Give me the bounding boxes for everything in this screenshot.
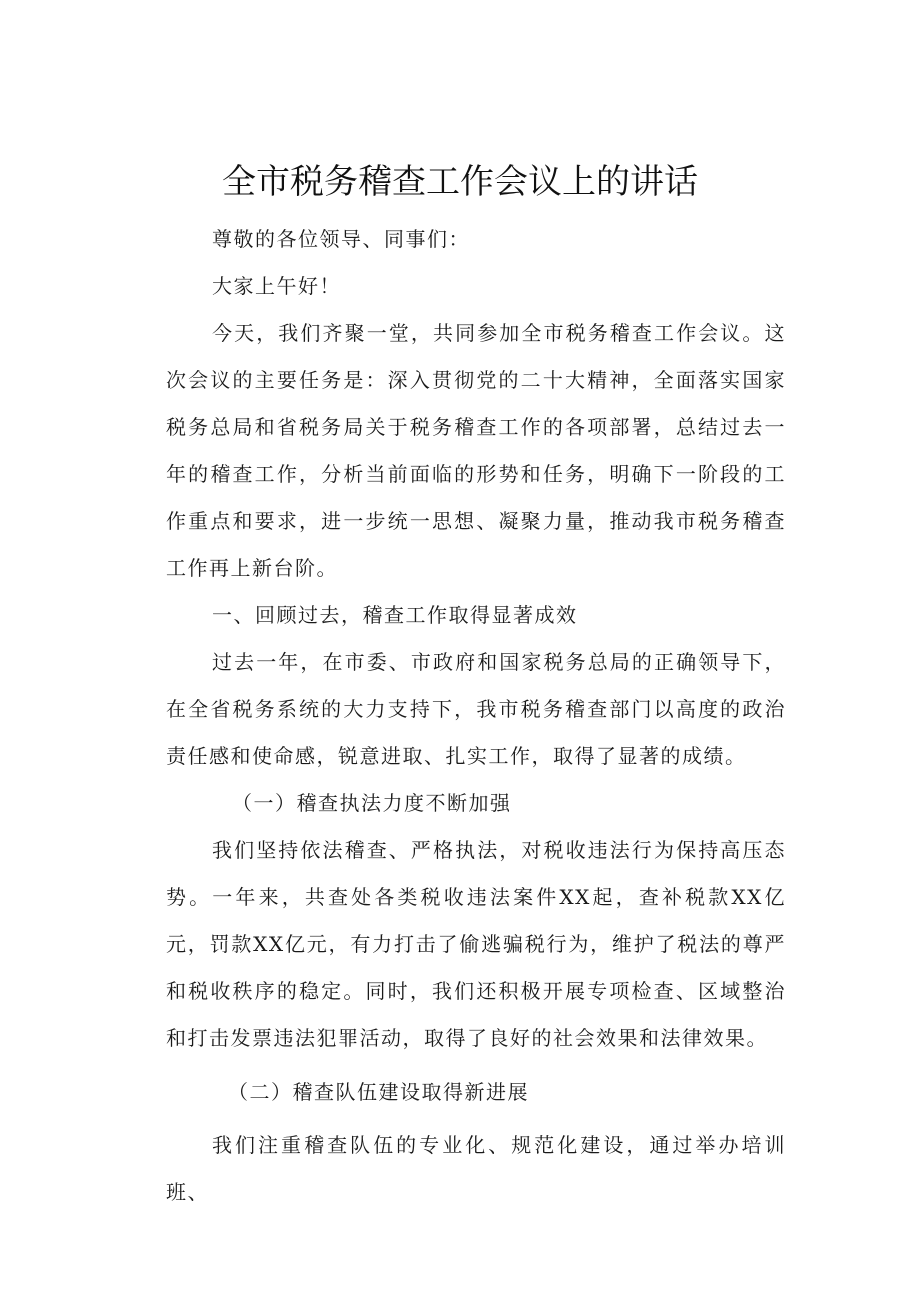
paragraph-team-building: 我们注重稽查队伍的专业化、规范化建设，通过举办培训班、: [166, 1133, 786, 1204]
document-body: [166, 216, 786, 1216]
paragraph-review: 过去一年，在市委、市政府和国家税务总局的正确领导下，在全省税务系统的大力支持下，我市税务稽查部门以高度的政治责任感和使命感，锐意进取、扎实工作，取得了显著的成绩。: [166, 650, 786, 768]
subsection-heading-2: （二）稽查队伍建设取得新进展: [228, 1080, 529, 1104]
greeting: 大家上午好！: [212, 274, 341, 298]
document-title: 全市税务稽查工作会议上的讲话: [222, 162, 698, 202]
section-heading-1: 一、回顾过去，稽查工作取得显著成效: [212, 603, 578, 627]
paragraph-intro: 今天，我们齐聚一堂，共同参加全市税务稽查工作会议。这次会议的主要任务是：深入贯彻党的二十大精神，全面落实国家税务总局和省税务局关于税务稽查工作的各项部署，总结过去一年的稽查工作，分析当前面临的形势和任务，明确下一阶段的工作重点和要求，进一步统一思想、凝聚力量，推动我市税务稽查工作再上新台阶。: [166, 321, 786, 580]
subsection-heading-1: （一）稽查执法力度不断加强: [232, 791, 512, 815]
paragraph-enforcement: 我们坚持依法稽查、严格执法，对税收违法行为保持高压态势。一年来，共查处各类税收违法案件XX起，查补税款XX亿元，罚款XX亿元，有力打击了偷逃骗税行为，维护了税法的尊严和税收秩序的稳定。同时，我们还积极开展专项检查、区域整治和打击发票违法犯罪活动，取得了良好的社会效果和法律效果。: [166, 838, 786, 1050]
salutation: 尊敬的各位领导、同事们：: [212, 227, 470, 251]
